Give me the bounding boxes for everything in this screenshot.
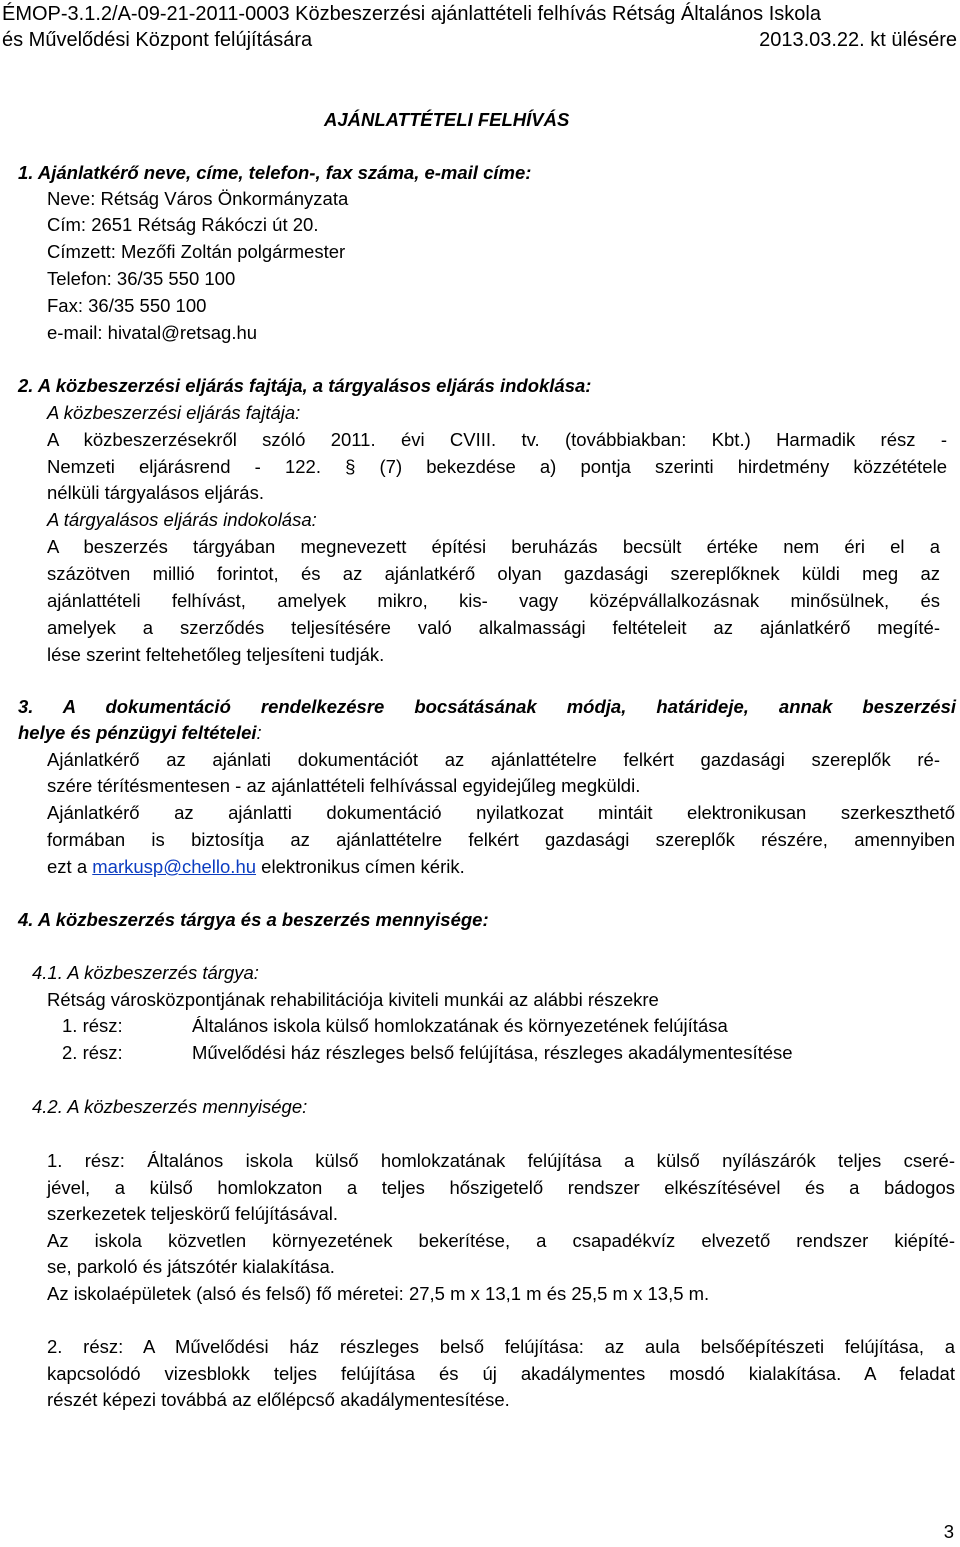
section-2-line-2: Nemzeti eljárásrend - 122. § (7) bekezdése a) pontja szerinti hirdetmény közzététele (47, 456, 947, 477)
document-title: AJÁNLATTÉTELI FELHÍVÁS (324, 109, 570, 130)
section-3-heading-bold: helye és pénzügyi feltételei (18, 722, 257, 743)
quantity-1-line-4: Az iskola közvetlen környezetének bekerítése, a csapadékvíz elvezető rendszer kiépíté- (47, 1230, 955, 1251)
contact-phone: Telefon: 36/35 550 100 (47, 268, 236, 289)
doc-electronic-line-2: formában is biztosítja az ajánlattételre felkért gazdasági szereplők részére, amennyiben (47, 829, 955, 850)
page-number: 3 (943, 1521, 954, 1542)
section-2-subheading-type: A közbeszerzési eljárás fajtája: (47, 402, 301, 423)
quantity-2-line-3: részét képezi továbbá az előlépcső akadálymentesítése. (47, 1389, 510, 1410)
doc-provision-line-1: Ajánlatkérő az ajánlati dokumentációt az ajánlattételre felkért gazdasági szereplők ré- (47, 749, 940, 770)
section-3-heading-colon: : (256, 722, 262, 743)
part-2-text: Művelődési ház részleges belső felújítása, részleges akadálymentesítése (192, 1042, 793, 1063)
quantity-1-line-5: se, parkoló és játszótér kialakítása. (47, 1256, 335, 1277)
part-1-label: 1. rész: (62, 1015, 123, 1036)
subsection-4-1-heading: 4.1. A közbeszerzés tárgya: (32, 962, 259, 983)
subject-intro: Rétság városközpontjának rehabilitációja kiviteli munkái az alábbi részekre (47, 989, 659, 1010)
contact-addressee: Címzett: Mezőfi Zoltán polgármester (47, 241, 346, 262)
reason-line-2: százötven millió forintot, és az ajánlatkérő olyan gazdasági szereplőknek küldi meg az (47, 563, 940, 584)
contact-address: Cím: 2651 Rétság Rákóczi út 20. (47, 214, 319, 235)
doc-electronic-line-3 (47, 854, 465, 880)
quantity-1-line-3: szerkezetek teljeskörű felújításával. (47, 1203, 338, 1224)
contact-email: e-mail: hivatal@retsag.hu (47, 322, 258, 343)
header-line-2-left: és Művelődési Központ felújítására (2, 29, 313, 51)
reason-line-4: amelyek a szerződés teljesítésére való alkalmassági feltételeit az ajánlatkérő megíté- (47, 617, 940, 638)
part-1-text: Általános iskola külső homlokzatának és környezetének felújítása (192, 1015, 728, 1036)
quantity-2-line-2: kapcsolódó vizesblokk teljes felújítása és új akadálymentes mosdó kialakítása. A feladat (47, 1363, 955, 1384)
section-4-heading: 4. A közbeszerzés tárgya és a beszerzés mennyisége: (18, 909, 489, 930)
section-2-heading: 2. A közbeszerzési eljárás fajtája, a tárgyalásos eljárás indoklása: (18, 375, 592, 396)
doc-electronic-post: elektronikus címen kérik. (261, 856, 465, 877)
header-line-2-right: 2013.03.22. kt ülésére (759, 29, 957, 51)
contact-fax: Fax: 36/35 550 100 (47, 295, 207, 316)
section-3-heading-line-2 (18, 720, 262, 746)
section-1-heading: 1. Ajánlatkérő neve, címe, telefon-, fax száma, e-mail címe: (18, 162, 532, 183)
reason-line-1: A beszerzés tárgyában megnevezett építési beruházás becsült értéke nem éri el a (47, 536, 940, 557)
doc-electronic-pre: ezt a (47, 856, 88, 877)
contact-name: Neve: Rétság Város Önkormányzata (47, 188, 349, 209)
section-3-heading-line-1: 3. A dokumentáció rendelkezésre bocsátásának módja, határideje, annak beszerzési (18, 696, 956, 717)
subsection-4-2-heading: 4.2. A közbeszerzés mennyisége: (32, 1096, 308, 1117)
reason-line-5: lése szerint feltehetőleg teljesíteni tudják. (47, 644, 385, 665)
quantity-1-line-6: Az iskolaépületek (alsó és felső) fő méretei: 27,5 m x 13,1 m és 25,5 m x 13,5 m. (47, 1283, 710, 1304)
header-line-1: ÉMOP-3.1.2/A-09-21-2011-0003 Közbeszerzési ajánlattételi felhívás Rétság Általános Iskola (2, 3, 821, 25)
part-2-label: 2. rész: (62, 1042, 123, 1063)
doc-electronic-line-1: Ajánlatkérő az ajánlatti dokumentáció nyilatkozat mintáit elektronikusan szerkeszthető (47, 802, 955, 823)
section-2-line-1: A közbeszerzésekről szóló 2011. évi CVIII. tv. (továbbiakban: Kbt.) Harmadik rész - (47, 429, 947, 450)
quantity-2-line-1: 2. rész: A Művelődési ház részleges belső felújítása: az aula belsőépítészeti felújítása, a (47, 1336, 955, 1357)
doc-provision-line-2: szére térítésmentesen - az ajánlattételi felhívással egyidejűleg megküldi. (47, 775, 641, 796)
contact-email-link[interactable]: markusp@chello.hu (92, 856, 257, 877)
reason-line-3: ajánlattételi felhívást, amelyek mikro, kis- vagy középvállalkozásnak minősülnek, és (47, 590, 940, 611)
quantity-1-line-1: 1. rész: Általános iskola külső homlokzatának felújítása a külső nyílászárók teljes cseré- (47, 1150, 955, 1171)
section-2-line-3: nélküli tárgyalásos eljárás. (47, 482, 264, 503)
quantity-1-line-2: jével, a külső homlokzaton a teljes hőszigetelő rendszer elkészítésével és a bádogos (47, 1177, 955, 1198)
section-2-subheading-reason: A tárgyalásos eljárás indokolása: (47, 509, 317, 530)
